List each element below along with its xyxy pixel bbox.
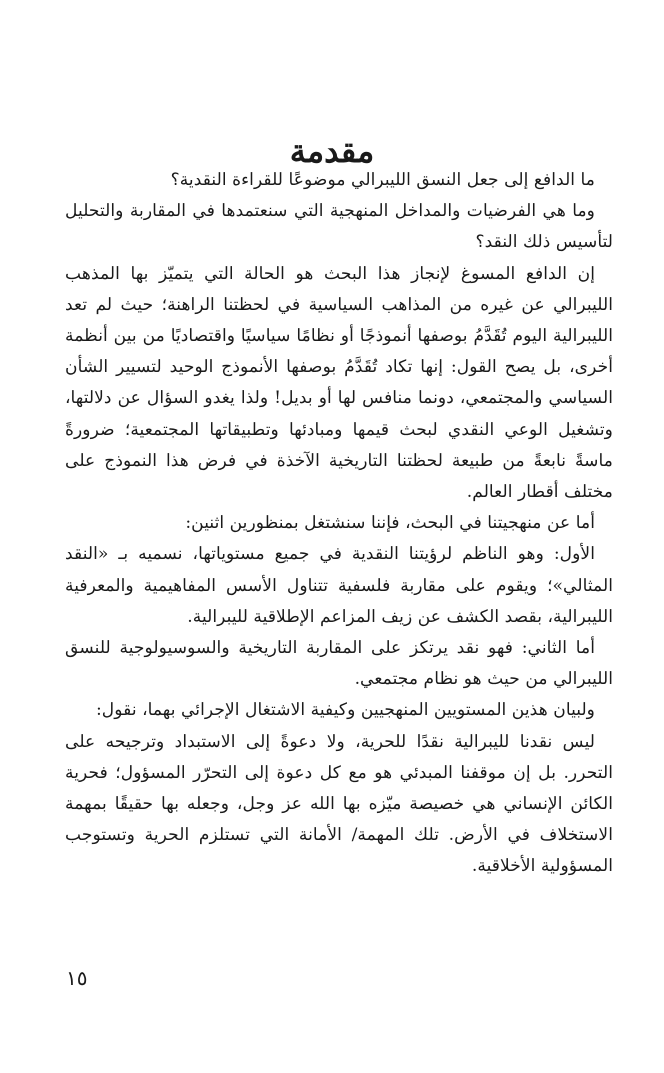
page-number: ١٥ bbox=[66, 966, 88, 990]
paragraph: إن الدافع المسوغ لإنجاز هذا البحث هو الحالة التي يتميّز بها المذهب الليبرالي عن غيره من المذاهب السياسية في لحظتنا الراهنة؛ حيث لم تعد الليبرالية اليوم تُقَدَّمُ بوصفها أنموذجًا أو نظامًا سياسيًا واقتصاديًا من بين أنظمة أخرى، بل يصح القول: إنها تكاد تُقَدَّمُ بوصفها الأنموذج الوحيد لتسيير الشأن السياسي والمجتمعي، دونما منافس لها أو بديل! ولذا يغدو السؤال عن دلالتها، وتشغيل الوعي النقدي لبحث قيمها ومبادئها وتطبيقاتها المجتمعية؛ ضرورةً ماسةً نابعةً من طبيعة لحظتنا التاريخية الآخذة في فرض هذا النموذج على مختلف أقطار العالم. bbox=[65, 263, 613, 503]
chapter-title: مقدمة bbox=[289, 132, 375, 171]
paragraph: وما هي الفرضيات والمداخل المنهجية التي سنعتمدها في المقاربة والتحليل لتأسيس ذلك النقد؟ bbox=[65, 201, 613, 253]
paragraph: أما الثاني: فهو نقد يرتكز على المقاربة التاريخية والسوسيولوجية للنسق الليبرالي من حيث هو نظام مجتمعي. bbox=[65, 638, 613, 690]
paragraph: ما الدافع إلى جعل النسق الليبرالي موضوعًا للقراءة النقدية؟ bbox=[170, 170, 595, 190]
body-text bbox=[65, 165, 613, 883]
paragraph: ليس نقدنا لليبرالية نقدًا للحرية، ولا دعوةً إلى الاستبداد وترجيحه على التحرر. بل إن موقفنا المبدئي هو مع كل دعوة إلى التحرّر المسؤول؛ فحرية الكائن الإنساني هي خصيصة ميّزه بها الله عز وجل، وجعله بها حقيقًا بمهمة الاستخلاف في الأرض. تلك المهمة/ الأمانة التي تستلزم الحرية وتستوجب المسؤولية الأخلاقية. bbox=[65, 731, 613, 877]
paragraph: الأول: وهو الناظم لرؤيتنا النقدية في جميع مستوياتها، نسميه بـ «النقد المثالي»؛ ويقوم على مقاربة فلسفية تتناول الأسس المفاهيمية والمعرفية الليبرالية، بقصد الكشف عن زيف المزاعم الإطلاقية لليبرالية. bbox=[65, 544, 613, 627]
paragraph: ولبيان هذين المستويين المنهجيين وكيفية الاشتغال الإجرائي بهما، نقول: bbox=[95, 700, 595, 721]
paragraph: أما عن منهجيتنا في البحث، فإننا سنشتغل بمنظورين اثنين: bbox=[185, 513, 595, 534]
